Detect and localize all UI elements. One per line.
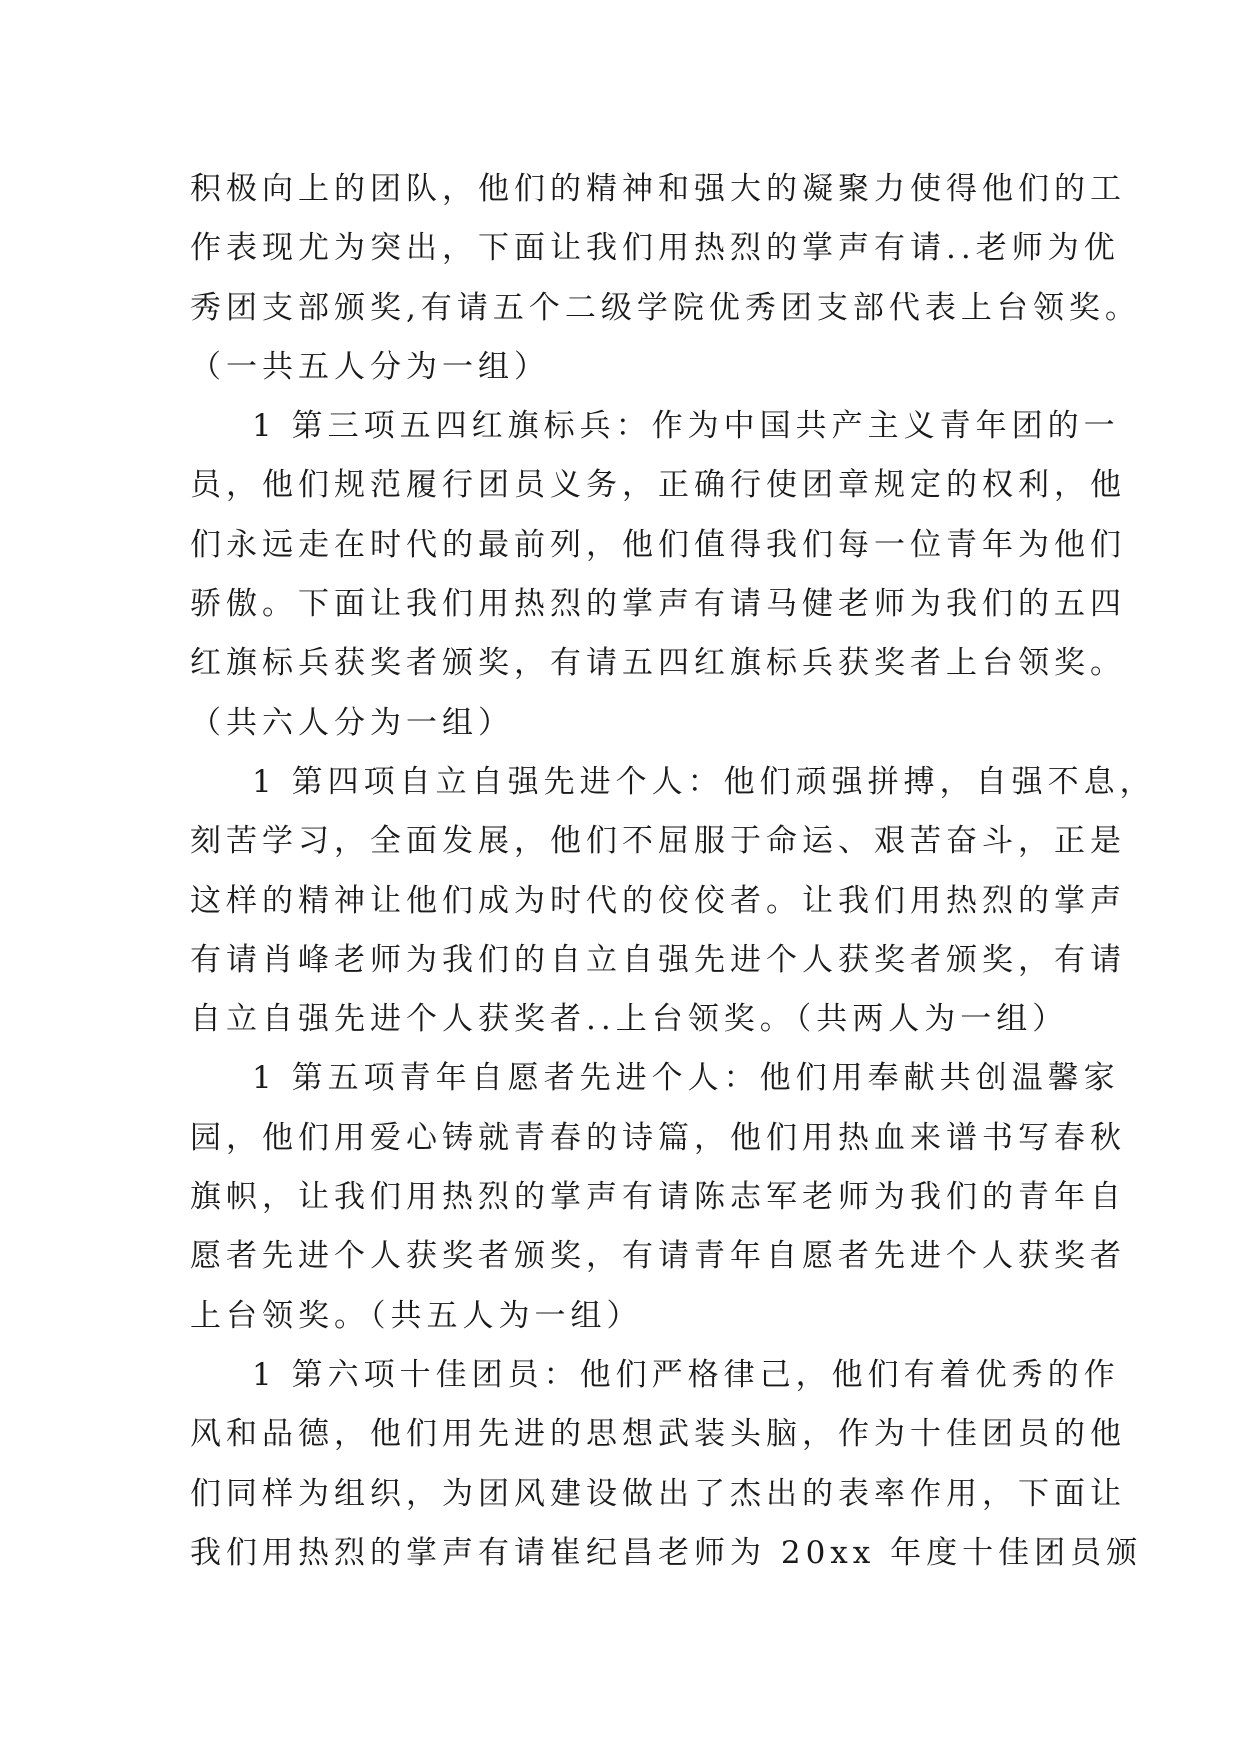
text-line: 愿者先进个人获奖者颁奖，有请青年自愿者先进个人获奖者 bbox=[190, 1238, 1126, 1275]
text-line: 园，他们用爱心铸就青春的诗篇，他们用热血来谱书写春秋 bbox=[190, 1119, 1126, 1156]
text-line: 员，他们规范履行团员义务，正确行使团章规定的权利，他 bbox=[190, 467, 1126, 504]
text-line: 1 第三项五四红旗标兵：作为中国共产主义青年团的一 bbox=[252, 408, 1120, 445]
text-line: 作表现尤为突出，下面让我们用热烈的掌声有请..老师为优 bbox=[190, 230, 1120, 267]
text-line: 上台领奖。（共五人为一组） bbox=[190, 1297, 643, 1334]
text-line: 有请肖峰老师为我们的自立自强先进个人获奖者颁奖，有请 bbox=[190, 941, 1126, 978]
paragraph-item-3 bbox=[190, 397, 1126, 753]
document-body bbox=[190, 160, 1156, 1583]
text-line: 风和品德，他们用先进的思想武装头脑，作为十佳团员的他 bbox=[190, 1416, 1126, 1453]
text-line: 旗帜，让我们用热烈的掌声有请陈志军老师为我们的青年自 bbox=[190, 1179, 1126, 1216]
text-line: 秀团支部颁奖,有请五个二级学院优秀团支部代表上台领奖。 bbox=[190, 289, 1141, 326]
text-line: 自立自强先进个人获奖者..上台领奖。（共两人为一组） bbox=[190, 1001, 1069, 1038]
paragraph-outstanding-branch bbox=[190, 160, 1141, 397]
text-line: 我们用热烈的掌声有请崔纪昌老师为 20xx 年度十佳团员颁 bbox=[190, 1534, 1143, 1571]
text-line: 红旗标兵获奖者颁奖，有请五四红旗标兵获奖者上台领奖。 bbox=[190, 645, 1126, 682]
text-line: （共六人分为一组） bbox=[190, 704, 514, 741]
text-line: 积极向上的团队，他们的精神和强大的凝聚力使得他们的工 bbox=[190, 171, 1126, 207]
paragraph-item-6 bbox=[190, 1346, 1143, 1583]
text-line: 骄傲。下面让我们用热烈的掌声有请马健老师为我们的五四 bbox=[190, 586, 1126, 623]
text-line: 1 第五项青年自愿者先进个人：他们用奉献共创温馨家 bbox=[252, 1060, 1120, 1097]
text-line: 1 第六项十佳团员：他们严格律己，他们有着优秀的作 bbox=[252, 1356, 1120, 1393]
text-line: 们永远走在时代的最前列，他们值得我们每一位青年为他们 bbox=[190, 526, 1126, 563]
paragraph-item-5 bbox=[190, 1049, 1126, 1345]
text-line: 这样的精神让他们成为时代的佼佼者。让我们用热烈的掌声 bbox=[190, 882, 1126, 919]
paragraph-item-4 bbox=[190, 753, 1156, 1049]
text-line: （一共五人分为一组） bbox=[190, 348, 550, 385]
text-line: 1 第四项自立自强先进个人：他们顽强拼搏，自强不息， bbox=[252, 763, 1156, 800]
text-line: 刻苦学习，全面发展，他们不屈服于命运、艰苦奋斗，正是 bbox=[190, 823, 1126, 860]
text-line: 们同样为组织，为团风建设做出了杰出的表率作用，下面让 bbox=[190, 1475, 1126, 1512]
